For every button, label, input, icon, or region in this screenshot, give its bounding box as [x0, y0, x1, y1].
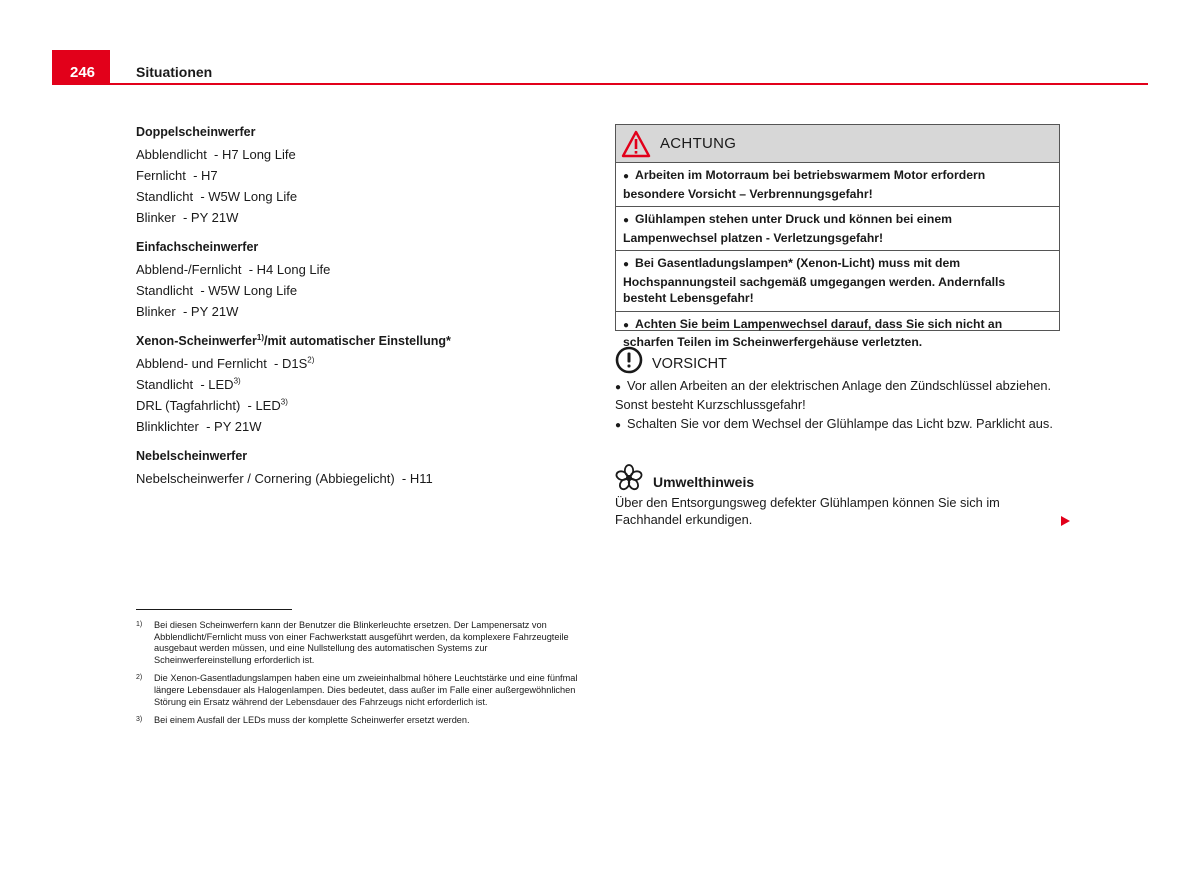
flower-icon — [615, 464, 643, 492]
einfach-title: Einfachscheinwerfer — [136, 240, 259, 254]
warning-item: ● Glühlampen stehen unter Druck und können bei einem Lampenwechsel platzen - Verletzungsgefahr! — [616, 211, 1059, 251]
footnote-number: 3) — [136, 716, 143, 724]
list-item: Abblend- und Fernlicht - $D1S^{2)}$ — [136, 355, 315, 371]
footnote — [136, 715, 586, 727]
section-title: Situationen — [136, 64, 213, 80]
caution-block — [615, 345, 1060, 434]
warning-title: ACHTUNG — [660, 135, 737, 152]
footnote — [136, 673, 586, 708]
list-item: Fernlicht - H7 — [136, 168, 218, 183]
environment-text: Über den Entsorgungsweg defekter Glühlampen können Sie sich im Fachhandel erkundigen. — [615, 495, 1000, 527]
footnote — [136, 620, 586, 666]
warning-triangle-icon — [621, 130, 651, 158]
page-number-badge — [52, 50, 110, 85]
footnote-text: Bei diesen Scheinwerfern kann der Benutzer die Blinkerleuchte ersetzen. Der Lampenersatz von Abblendlicht/Fernlicht muss von einer Fachwerkstatt ausgeführt werden, da komplexere Fahrzeugteile ausgebaut werden müssen, und eine Nullstellung des automatischen Systems zur Scheinwerfereinstellung erforderlich ist. — [154, 620, 569, 665]
caution-item: ● Vor allen Arbeiten an der elektrischen Anlage den Zündschlüssel abziehen. Sonst besteht Kurzschlussgefahr! — [615, 378, 1052, 412]
bulb-list — [136, 125, 596, 492]
list-item: Blinker - PY 21W — [136, 304, 239, 319]
warning-box — [615, 124, 1060, 349]
nebel-title: Nebelscheinwerfer — [136, 449, 248, 463]
caution-item: ● Schalten Sie vor dem Wechsel der Glühlampe das Licht bzw. Parklicht aus. — [615, 416, 1053, 431]
footnotes — [136, 620, 586, 734]
footnote-number: 1) — [136, 621, 143, 628]
next-page-arrow-icon — [1061, 516, 1070, 526]
list-item: Standlicht - W5W Long Life — [136, 189, 298, 204]
exclamation-circle-icon — [615, 346, 643, 374]
caution-title: VORSICHT — [652, 356, 727, 372]
header-rule — [52, 83, 1148, 85]
list-item: Abblend-/Fernlicht - H4 Long Life — [136, 262, 331, 277]
list-item: Blinker - PY 21W — [136, 210, 239, 225]
environment-title: Umwelthinweis — [653, 474, 755, 490]
xenon-title: Xenon-Scheinwerfer$^{1)}$/mit automatischer Einstellung* — [136, 332, 451, 348]
warning-item: ● Achten Sie beim Lampenwechsel darauf, dass Sie sich nicht an scharfen Teilen im Scheinwerfergehäuse verletzten. — [623, 316, 1003, 349]
doppel-title: Doppelscheinwerfer — [136, 125, 256, 139]
footnote-text: Die Xenon-Gasentladungslampen haben eine um zweieinhalbmal höhere Leuchtstärke und eine fünfmal längere Lebensdauer als Halogenlampen. Dies bedeutet, dass außer im Falle einer außergewöhnlichen Störung ein Ersatz während der Lebensdauer des Fahrzeugs nicht erforderlich ist. — [154, 673, 578, 707]
list-item: Standlicht - W5W Long Life — [136, 283, 298, 298]
list-item: Abblendlicht - H7 Long Life — [136, 147, 296, 162]
footnote-rule — [136, 609, 292, 610]
page-number: 246 — [70, 64, 96, 81]
list-item: Standlicht - LED$^{3)}$ — [136, 376, 241, 392]
footnote-text: Bei einem Ausfall der LEDs muss der komplette Scheinwerfer ersetzt werden. — [154, 715, 470, 726]
list-item: DRL (Tagfahrlicht) - LED$^{3)}$ — [136, 397, 288, 413]
warning-item: ● Bei Gasentladungslampen* (Xenon-Licht) muss mit dem Hochspannungsteil sachgemäß umgegangen werden. Andernfalls besteht Lebensgefahr! — [616, 255, 1059, 312]
environment-note — [615, 463, 1060, 528]
footnote-number: 2) — [136, 674, 143, 682]
list-item: Blinklichter - PY 21W — [136, 419, 262, 434]
warning-item: ● Arbeiten im Motorraum bei betriebswarmem Motor erfordern besondere Vorsicht – Verbrennungsgefahr! — [616, 167, 1059, 207]
list-item: Nebelscheinwerfer / Cornering (Abbiegelicht) - H11 — [136, 471, 433, 486]
warning-header — [616, 125, 1059, 163]
